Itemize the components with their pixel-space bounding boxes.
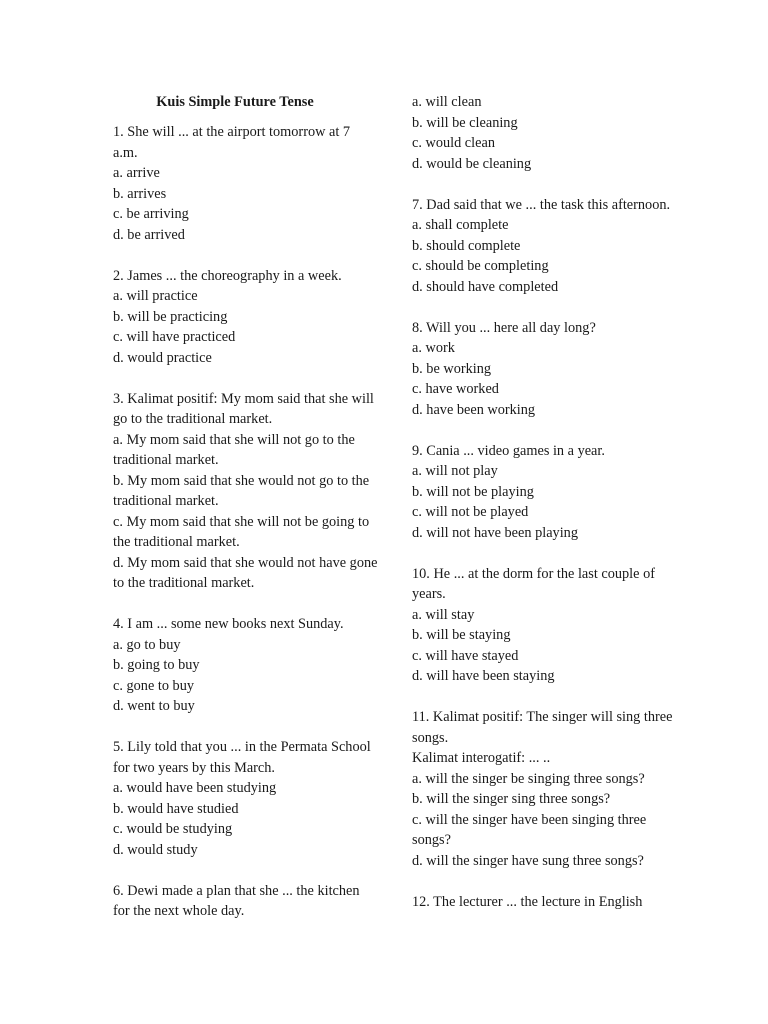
option-c: c. should be completing: [412, 258, 549, 274]
question-2: [113, 266, 378, 369]
option-b: b. should complete: [412, 237, 521, 254]
question-4: [113, 614, 378, 717]
question-stem: 5. Lily told that you ... in the Permata School for two years by this March.: [113, 739, 371, 776]
option-a: a. will the singer be singing three songs?: [412, 770, 645, 787]
question-stem: 6. Dewi made a plan that she ... the kitchen for the next whole day.: [113, 882, 360, 919]
question-10: [412, 564, 674, 687]
question-6: [113, 881, 378, 922]
option-b: b. will be staying: [412, 627, 511, 643]
option-d: d. would practice: [113, 349, 212, 366]
option-a: a. will stay: [412, 606, 475, 623]
option-d: d. went to buy: [113, 698, 195, 714]
left-column: [113, 92, 378, 942]
option-c: c. will not be played: [412, 504, 529, 520]
option-c: c. will have stayed: [412, 647, 519, 664]
option-b: b. will be cleaning: [412, 114, 518, 131]
option-b: b. will be practicing: [113, 308, 228, 325]
question-stem: 11. Kalimat positif: The singer will sing three songs.: [412, 709, 673, 746]
option-a: a. go to buy: [113, 636, 181, 653]
question-stem: 7. Dad said that we ... the task this afternoon.: [412, 196, 671, 213]
option-b: b. be working: [412, 360, 492, 377]
question-stem: 2. James ... the choreography in a week.: [113, 267, 342, 284]
question-stem: 12. The lecturer ... the lecture in English: [412, 893, 643, 910]
option-b: b. going to buy: [113, 657, 200, 673]
question-6-options: [412, 92, 674, 174]
option-c: c. have worked: [412, 381, 499, 397]
question-sub-stem: Kalimat interogatif: ... ..: [412, 750, 551, 766]
question-12: [412, 892, 674, 913]
question-1: [113, 122, 378, 245]
option-c: c. would be studying: [113, 821, 233, 837]
option-d: d. would be cleaning: [412, 155, 532, 172]
option-d: d. have been working: [412, 401, 536, 418]
option-b: b. My mom said that she would not go to the traditional market.: [113, 472, 370, 509]
option-d: d. be arrived: [113, 226, 185, 243]
option-c: c. My mom said that she will not be going to the traditional market.: [113, 513, 370, 550]
option-c: c. gone to buy: [113, 677, 194, 694]
option-c: c. would clean: [412, 135, 495, 151]
option-c: c. will have practiced: [113, 329, 236, 345]
question-stem: 10. He ... at the dorm for the last couple of years.: [412, 565, 655, 602]
option-c: c. will the singer have been singing three songs?: [412, 811, 647, 848]
question-8: [412, 318, 674, 421]
option-d: d. should have completed: [412, 278, 559, 295]
question-5: [113, 737, 378, 860]
question-stem: 8. Will you ... here all day long?: [412, 319, 596, 336]
option-a: a. shall complete: [412, 217, 509, 233]
question-7: [412, 195, 674, 298]
option-a: a. will clean: [412, 94, 482, 110]
question-11: [412, 707, 674, 871]
option-d: d. will not have been playing: [412, 524, 578, 541]
option-b: b. will not be playing: [412, 483, 534, 500]
option-b: b. would have studied: [113, 800, 239, 817]
question-stem: 9. Cania ... video games in a year.: [412, 442, 605, 459]
question-3: [113, 389, 378, 594]
question-stem: 4. I am ... some new books next Sunday.: [113, 616, 344, 632]
option-d: d. will have been staying: [412, 668, 555, 684]
option-c: c. be arriving: [113, 206, 189, 222]
option-a: a. would have been studying: [113, 780, 277, 796]
question-stem: 1. She will ... at the airport tomorrow at 7 a.m.: [113, 124, 351, 161]
option-d: d. would study: [113, 841, 198, 858]
question-stem: 3. Kalimat positif: My mom said that she will go to the traditional market.: [113, 390, 374, 427]
option-a: a. work: [412, 340, 455, 356]
option-b: b. will the singer sing three songs?: [412, 791, 611, 807]
option-a: a. My mom said that she will not go to the traditional market.: [113, 431, 355, 468]
question-9: [412, 441, 674, 544]
option-a: a. arrive: [113, 165, 160, 181]
right-column: [412, 92, 674, 933]
page-title: Kuis Simple Future Tense: [156, 94, 314, 110]
option-b: b. arrives: [113, 185, 167, 202]
option-a: a. will not play: [412, 463, 498, 479]
option-d: d. will the singer have sung three songs?: [412, 852, 644, 869]
option-d: d. My mom said that she would not have gone to the traditional market.: [113, 554, 378, 591]
option-a: a. will practice: [113, 288, 198, 304]
